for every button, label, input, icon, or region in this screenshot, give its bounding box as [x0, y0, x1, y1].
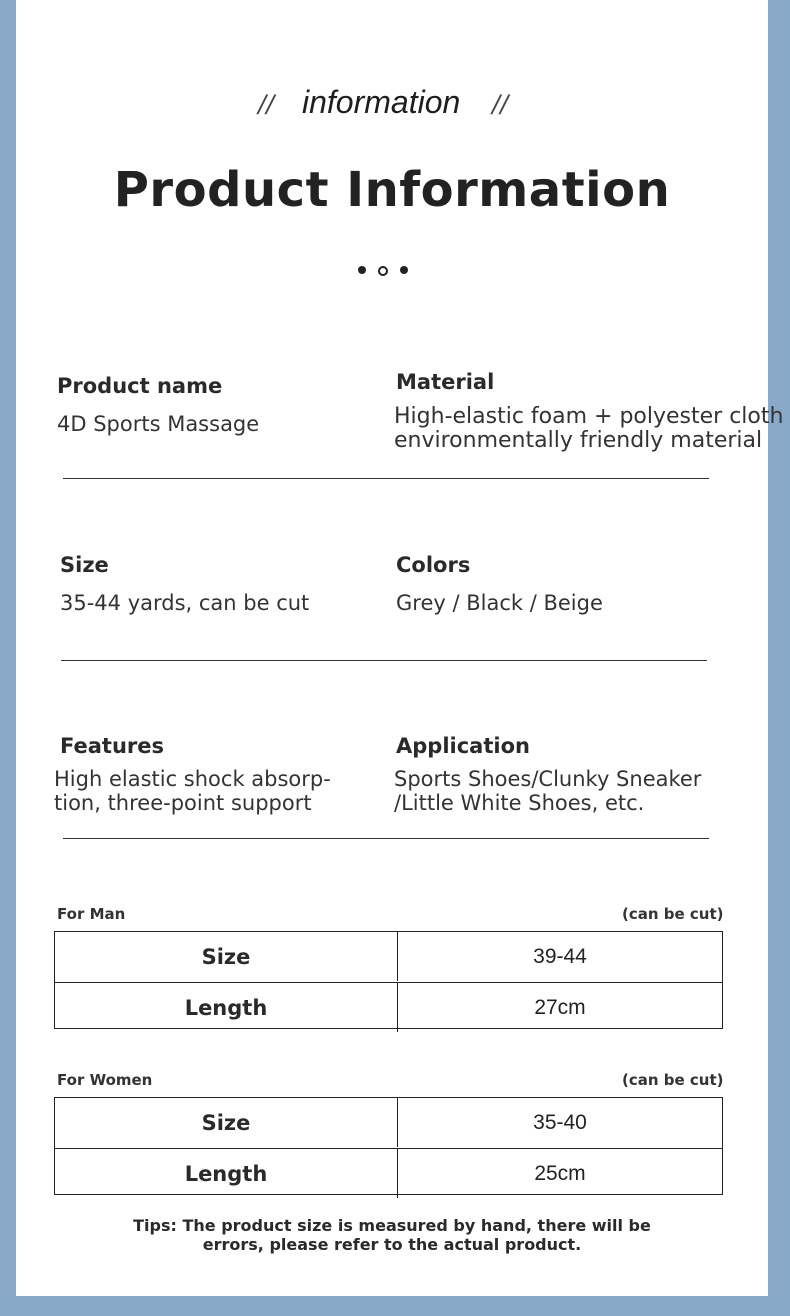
- table-cell-key: Size: [55, 1098, 398, 1147]
- table-note-man: (can be cut): [622, 905, 724, 923]
- slash-left: //: [258, 90, 275, 118]
- table-cell-key: Length: [55, 983, 398, 1032]
- divider: [61, 660, 707, 661]
- spec-value-material-2: environmentally friendly material: [394, 428, 763, 453]
- table-cell-value: 27cm: [534, 995, 586, 1019]
- size-table-women: [54, 1097, 723, 1195]
- dot-icon: [400, 266, 408, 274]
- spec-value-material-1: High-elastic foam + polyester cloth: [394, 404, 784, 429]
- table-row: [55, 932, 722, 981]
- table-caption-women: For Women: [57, 1071, 153, 1089]
- table-cell-value: 39-44: [533, 944, 587, 968]
- subtitle-row: [16, 84, 768, 124]
- spec-label-colors: Colors: [396, 553, 471, 577]
- page-title: Product Information: [113, 162, 671, 218]
- spec-value-features-2: tion, three-point support: [54, 791, 312, 815]
- tips-line-1: Tips: The product size is measured by hand, there will be: [133, 1216, 651, 1235]
- table-note-women: (can be cut): [622, 1071, 724, 1089]
- section-subtitle: information: [302, 84, 461, 120]
- spec-value-product-name: 4D Sports Massage: [57, 412, 260, 436]
- spec-value-colors: Grey / Black / Beige: [396, 591, 603, 615]
- table-caption-man: For Man: [57, 905, 126, 923]
- dot-hollow-icon: [378, 266, 388, 276]
- table-cell-value: 25cm: [534, 1161, 586, 1185]
- tips-line-2: errors, please refer to the actual product.: [202, 1235, 582, 1254]
- spec-value-features-1: High elastic shock absorp-: [54, 767, 331, 791]
- table-row: [55, 982, 722, 1032]
- spec-label-product-name: Product name: [57, 374, 223, 398]
- table-row: [55, 1148, 722, 1198]
- spec-label-features: Features: [60, 734, 164, 758]
- spec-value-size: 35-44 yards, can be cut: [60, 591, 310, 615]
- table-cell-key: Size: [55, 932, 398, 981]
- spec-value-application-2: /Little White Shoes, etc.: [394, 791, 645, 815]
- dot-icon: [358, 266, 366, 274]
- slash-right: //: [492, 90, 509, 118]
- info-card: [16, 0, 784, 1296]
- divider: [63, 478, 709, 479]
- table-cell-key: Length: [55, 1149, 398, 1198]
- spec-label-application: Application: [396, 734, 530, 758]
- divider: [63, 838, 709, 839]
- spec-label-size: Size: [60, 553, 109, 577]
- table-row: [55, 1098, 722, 1147]
- table-cell-value: 35-40: [533, 1110, 587, 1134]
- spec-value-application-1: Sports Shoes/Clunky Sneaker: [394, 767, 702, 791]
- spec-label-material: Material: [396, 370, 495, 394]
- tips-text: [16, 1216, 768, 1254]
- size-table-man: [54, 931, 723, 1029]
